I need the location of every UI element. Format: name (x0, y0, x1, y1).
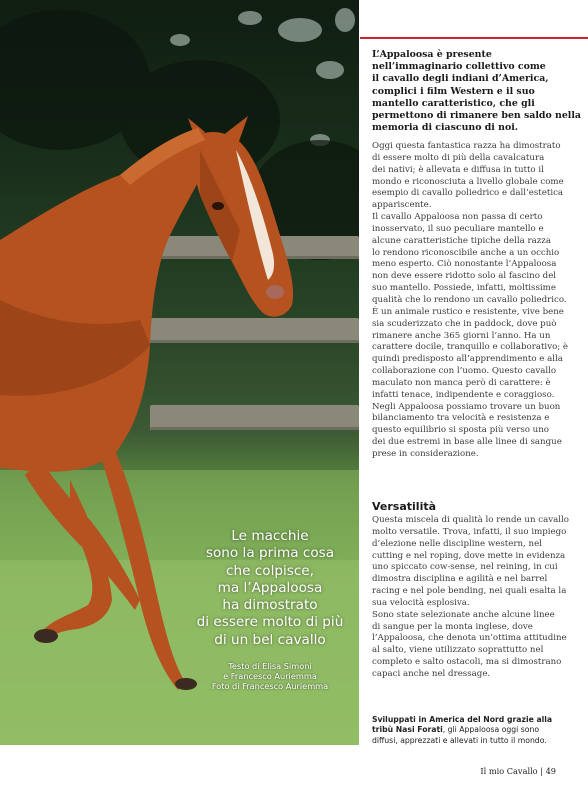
body-line: qualità che lo rendono un cavallo poliedrico. (372, 294, 567, 305)
lead-line: nell’immaginario collettivo come (372, 61, 546, 73)
photo-credits (178, 661, 359, 691)
body-line: d’elezione nelle discipline western, nel (372, 538, 542, 549)
body-line: l’Appaloosa, che denota un’ottima attitudine (372, 633, 567, 644)
photo-caption (178, 528, 359, 649)
body-line: sia scuderizzato che in paddock, dove può (372, 318, 557, 329)
body-line: molto versatile. Trova, infatti, il suo impiego (372, 526, 567, 537)
lead-line: L’Appaloosa è presente (372, 49, 492, 60)
lead-line: mantello caratteristico, che gli (372, 97, 535, 109)
lead-line: il cavallo degli indiani d’America, (372, 73, 549, 85)
body-line: di sangue per la monta inglese, dove (372, 621, 533, 632)
caption-line: sono la prima cosa (205, 545, 335, 562)
lead-line: permettono di rimanere ben saldo nella (372, 110, 581, 122)
body-line: di essere molto di più della cavalcatura (372, 152, 545, 163)
body-line: dei due estremi in base alle linee di sangue (372, 437, 562, 448)
body-line: esempio di cavallo poliedrico e dall’estetica (372, 188, 564, 199)
body-line: completo e salto ostacoli, ma si dimostrano (372, 657, 562, 668)
body-line: uno spiccato cow-sense, nel reining, in cui (372, 562, 558, 573)
section-body-text (372, 515, 580, 681)
page-folio: Il mio Cavallo | 49 (480, 766, 556, 776)
body-line: al salto, viene utilizzato soprattutto nel (372, 645, 544, 656)
body-line: non deve essere ridotto solo al fascino del (372, 271, 557, 282)
body-text (372, 141, 580, 461)
credit-line: Foto di Francesco Auriemma (211, 681, 329, 691)
body-line: bilanciamento tra velocità e resistenza e (372, 413, 550, 424)
body-line: carattere docile, tranquillo e collaborativo; è (372, 342, 569, 353)
body-line: alcune caratteristiche tipiche della razza (372, 235, 551, 246)
body-line: Il cavallo Appaloosa non passa di certo (372, 212, 543, 223)
body-line: appariscente. (372, 200, 432, 211)
lead-paragraph (372, 49, 580, 134)
caption-line: che colpisce, (226, 562, 314, 579)
body-line: sua velocità esplosiva. (372, 597, 470, 608)
body-line: mondo e riconosciuta a livello globale come (372, 176, 564, 187)
footnote-text: , gli Appaloosa oggi sono (442, 725, 540, 735)
caption-line: ma l’Appaloosa (217, 579, 323, 596)
body-line: maculato non manca però di carattere: è (372, 377, 551, 388)
footnote-text: diffusi, apprezzati e allevati in tutto il mondo. (372, 735, 547, 745)
body-line: È un animale rustico e resistente, vive bene (372, 306, 564, 317)
accent-rule (360, 37, 588, 39)
section-heading: Versatilità (372, 500, 437, 513)
lead-line: memoria di ciascuno di noi. (372, 122, 519, 134)
body-line: Negli Appaloosa possiamo trovare un buon (372, 401, 561, 412)
caption-line: di essere molto di più (196, 614, 344, 631)
body-line: lo rendono riconoscibile anche a un occhio (372, 247, 560, 258)
lead-line: complici i film Western e il suo (372, 85, 535, 97)
body-line: Oggi questa fantastica razza ha dimostrato (372, 141, 561, 151)
caption-line: ha dimostrato (222, 597, 318, 614)
body-line: quindi predisposto all’apprendimento e alla (372, 354, 563, 365)
body-line: inosservato, il suo peculiare mantello e (372, 223, 544, 234)
body-line: rimanere anche 365 giorni l’anno. Ha un (372, 330, 551, 341)
body-line: infatti tenace, indipendente e coraggioso. (372, 389, 555, 400)
footnote-bold: Sviluppati in America del Nord grazie alla (372, 715, 553, 724)
body-line: racing e nel pole bending, nei quali esalta la (372, 586, 567, 597)
credit-line: e Francesco Auriemma (223, 671, 317, 681)
body-line: cutting e nel roping, dove mette in evidenza (372, 550, 566, 561)
body-line: prese in considerazione. (372, 448, 479, 459)
body-line: dei nativi; è allevata e diffusa in tutto il (372, 164, 544, 175)
body-line: suo mantello. Possiede, infatti, moltissime (372, 283, 556, 294)
footnote (372, 715, 582, 746)
body-line: Sono state selezionate anche alcune linee (372, 609, 555, 620)
credit-line: Testo di Elisa Simoni (228, 661, 312, 671)
footnote-bold: tribù Nasi Forati (372, 725, 443, 735)
caption-line: Le macchie (231, 528, 309, 544)
body-line: meno esperto. Ciò nonostante l’Appaloosa (372, 259, 557, 270)
body-line: capaci anche nel dressage. (372, 668, 491, 679)
caption-line: di un bel cavallo (214, 631, 326, 648)
body-line: collaborazione con l’uomo. Questo cavallo (372, 366, 557, 377)
body-line: dimostra disciplina e agilità e nel barrel (372, 574, 548, 585)
body-line: Questa miscela di qualità lo rende un cavallo (372, 515, 569, 525)
body-line: questo equilibrio si sposta più verso uno (372, 425, 549, 436)
